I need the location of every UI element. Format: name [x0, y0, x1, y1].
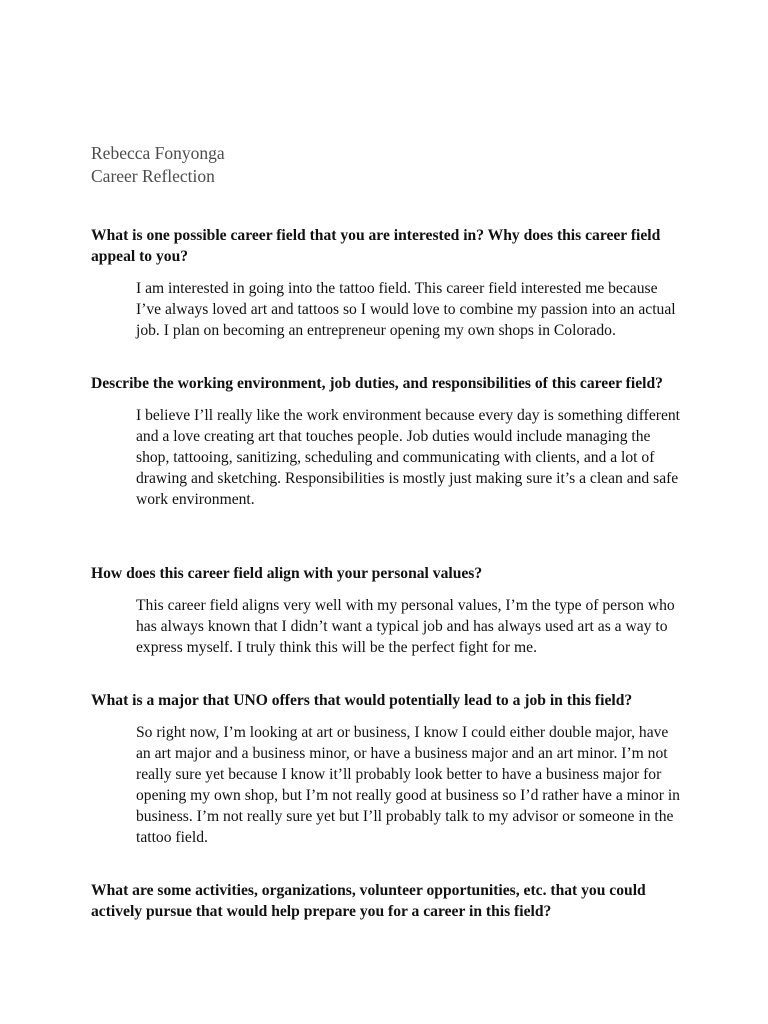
- answer-1: I am interested in going into the tattoo field. This career field interested me because I’ve always loved art and tattoos so I would love to combine my passion into an actual job. I plan on becoming an entrepreneur opening my own shops in Colorado.: [136, 280, 676, 339]
- qa-section-2: [91, 373, 681, 510]
- qa-section-3: [91, 563, 681, 658]
- qa-section-4: [91, 690, 681, 848]
- document-header: [91, 142, 225, 188]
- answer-4: So right now, I’m looking at art or business, I know I could either double major, have an art major and a business minor, or have a business major and an art minor. I’m not really sure yet because I know it’ll probably look better to have a business major for opening my own shop, but I’m not really good at business so I’d rather have a minor in business. I’m not really sure yet but I’ll probably talk to my advisor or someone in the tattoo field.: [136, 724, 680, 846]
- author-name: Rebecca Fonyonga: [91, 143, 225, 163]
- question-2: Describe the working environment, job duties, and responsibilities of this career field?: [91, 375, 663, 392]
- answer-3: This career field aligns very well with my personal values, I’m the type of person who has always known that I didn’t want a typical job and has always used art as a way to express myself. I truly think this will be the perfect fight for me.: [136, 597, 675, 656]
- question-4: What is a major that UNO offers that would potentially lead to a job in this field?: [91, 692, 633, 709]
- question-1: What is one possible career field that you are interested in? Why does this career field appeal to you?: [91, 227, 661, 265]
- qa-section-5: [91, 880, 681, 922]
- document-title: Career Reflection: [91, 166, 215, 186]
- qa-section-1: [91, 225, 681, 341]
- question-3: How does this career field align with your personal values?: [91, 565, 483, 582]
- question-5: What are some activities, organizations, volunteer opportunities, etc. that you could actively pursue that would help prepare you for a career in this field?: [91, 882, 646, 920]
- answer-2: I believe I’ll really like the work environment because every day is something different and a love creating art that touches people. Job duties would include managing the shop, tattooing, sanitizing, scheduling and communicating with clients, and a lot of drawing and sketching. Responsibilities is mostly just making sure it’s a clean and safe work environment.: [136, 407, 680, 508]
